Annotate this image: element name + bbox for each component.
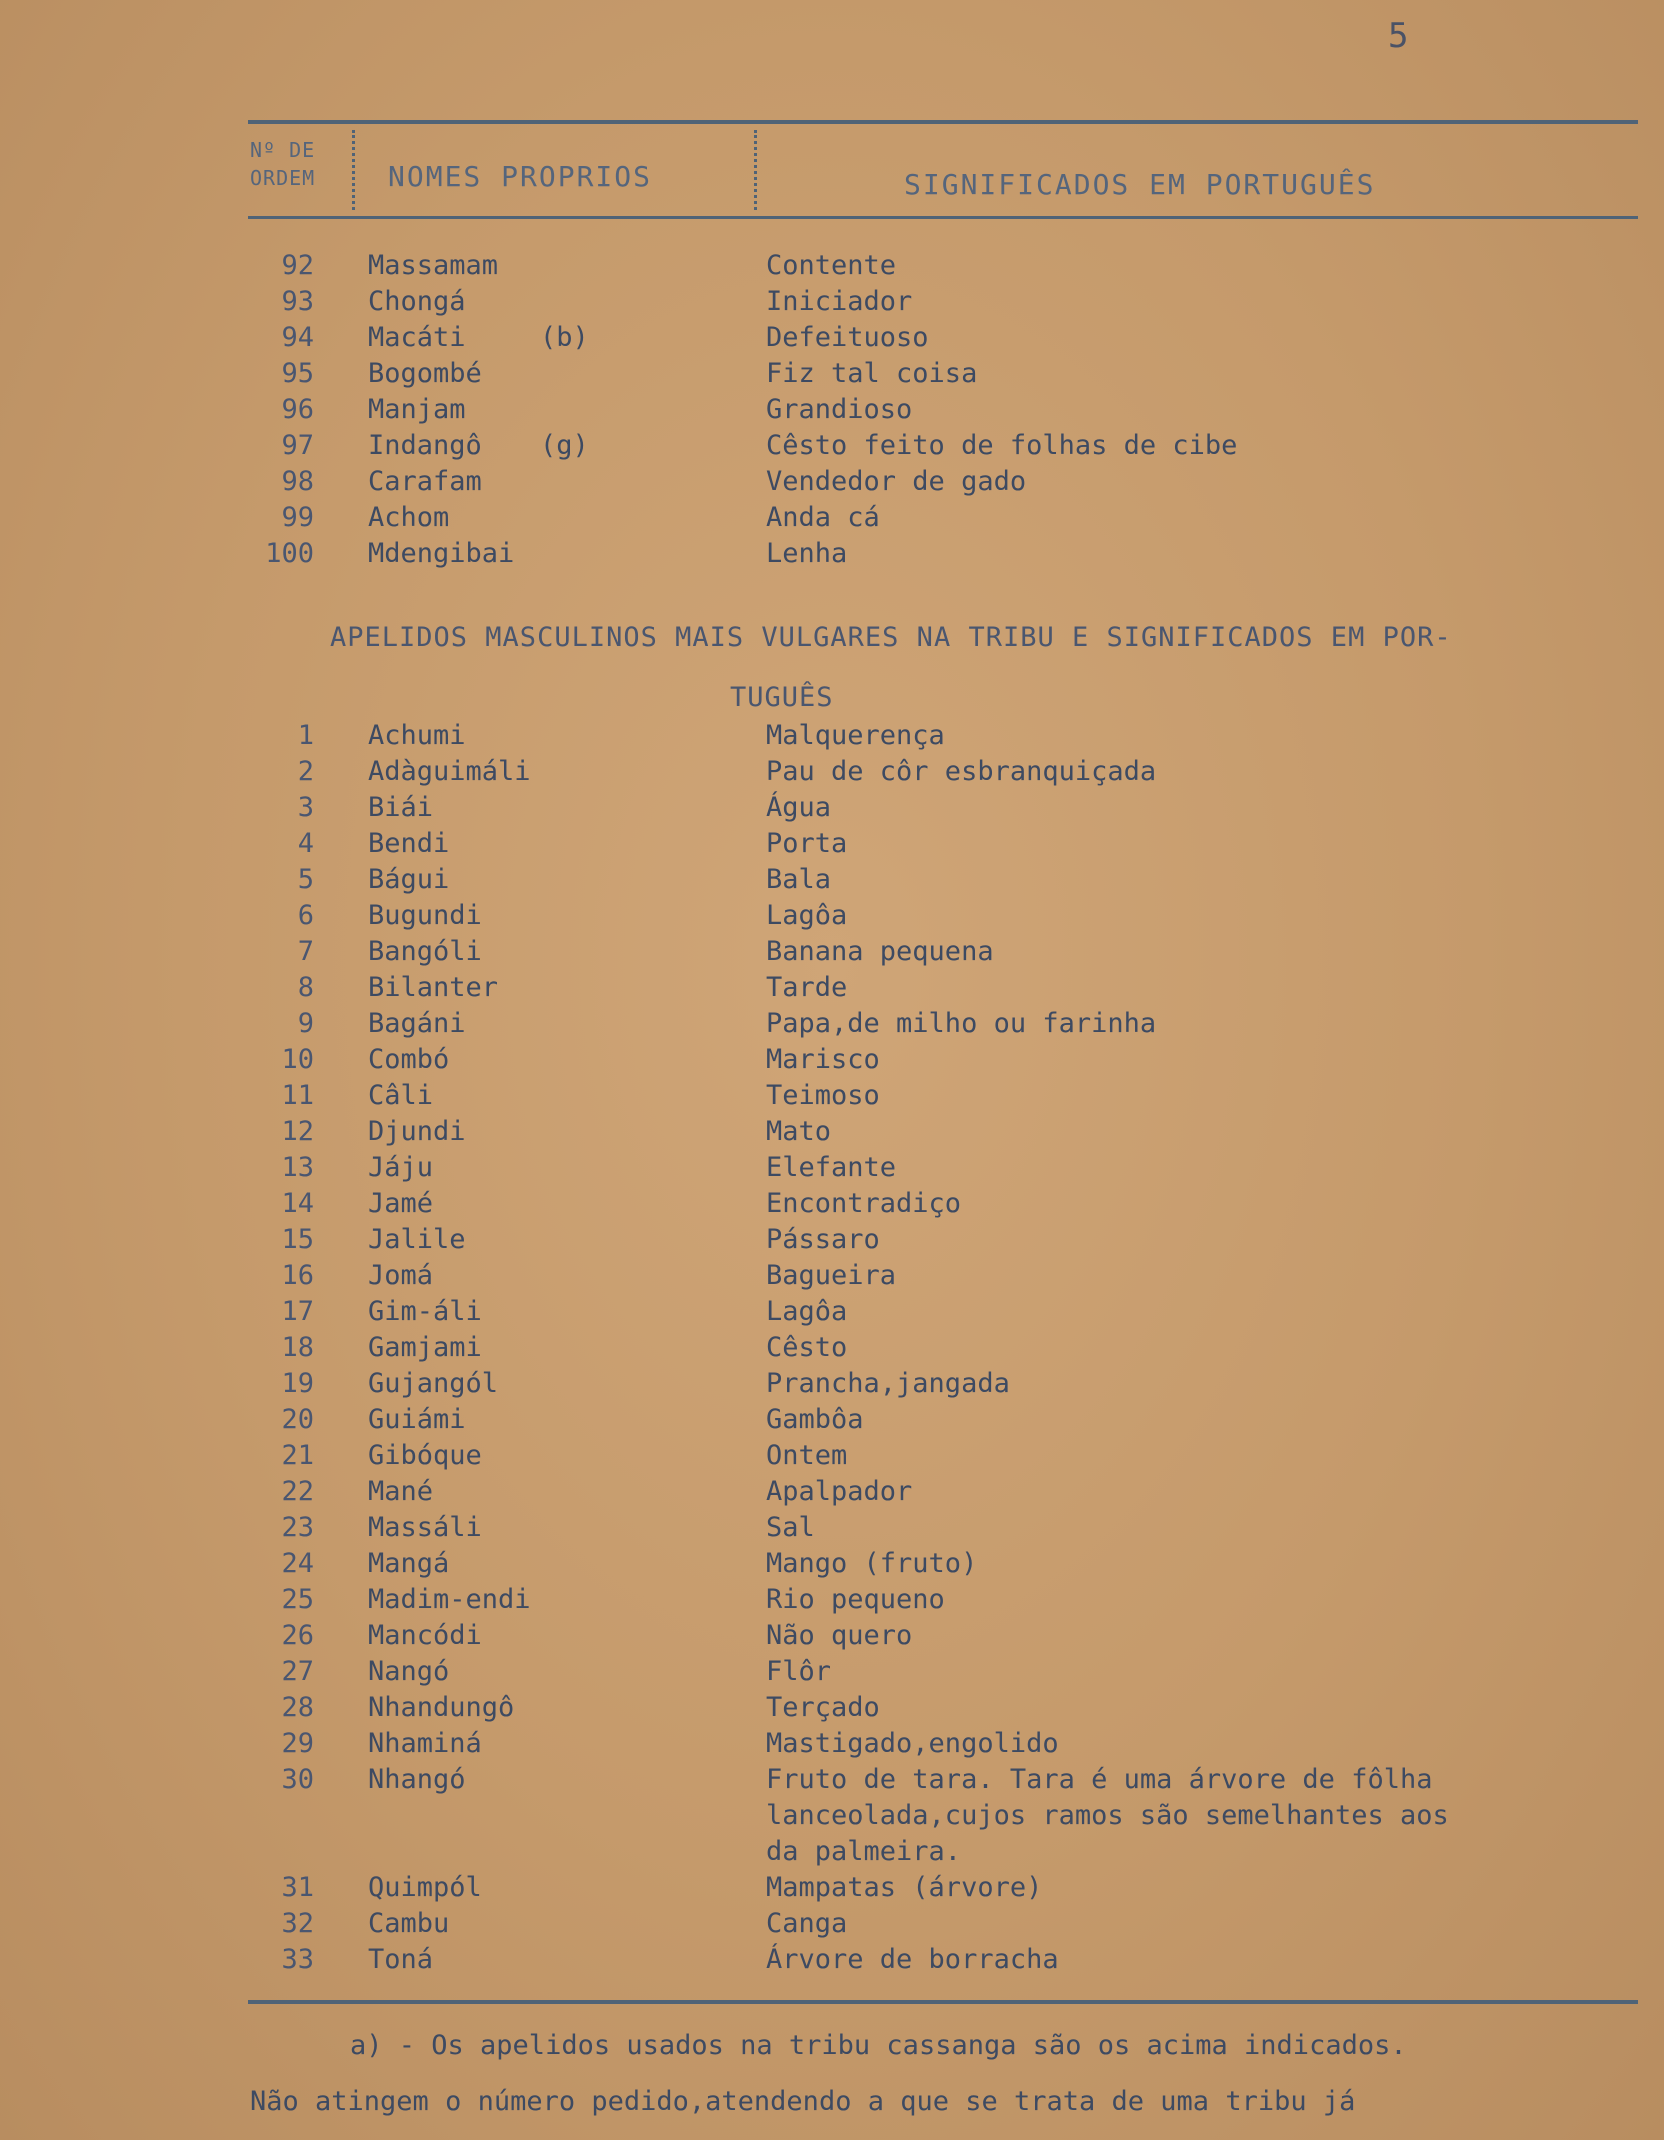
entry-meaning: Elefante bbox=[766, 1152, 897, 1183]
list-item bbox=[248, 718, 1648, 754]
entry-name: Nhandungô bbox=[368, 1692, 515, 1723]
entry-name: Jáju bbox=[368, 1152, 434, 1183]
section-title bbox=[330, 608, 1630, 728]
section-title-line1: APELIDOS MASCULINOS MAIS VULGARES NA TRIBU E SIGNIFICADOS EM POR- bbox=[330, 622, 1452, 653]
entry-name: Massáli bbox=[368, 1512, 482, 1543]
entry-number: 19 bbox=[281, 1368, 314, 1399]
list-item bbox=[248, 392, 1648, 428]
entry-name: Bangóli bbox=[368, 936, 482, 967]
list-item bbox=[248, 1510, 1648, 1546]
entry-meaning: Mampatas (árvore) bbox=[766, 1872, 1043, 1903]
entry-meaning: Fruto de tara. Tara é uma árvore de fôlha lanceolada,cujos ramos são semelhantes aos da palmeira. bbox=[766, 1764, 1449, 1867]
list-item bbox=[248, 826, 1648, 862]
entry-number: 3 bbox=[297, 792, 314, 823]
entry-name: Bilanter bbox=[368, 972, 499, 1003]
entry-meaning: Cêsto bbox=[766, 1332, 848, 1363]
entry-meaning: Lagôa bbox=[766, 1296, 848, 1327]
list-item bbox=[248, 790, 1648, 826]
entry-name: Biái bbox=[368, 792, 434, 823]
list-item bbox=[248, 1438, 1648, 1474]
entry-number: 12 bbox=[281, 1116, 314, 1147]
entry-name: Jalile bbox=[368, 1224, 466, 1255]
entry-meaning: Fiz tal coisa bbox=[766, 358, 978, 389]
list-item bbox=[248, 284, 1648, 320]
entry-name: Massamam bbox=[368, 250, 499, 281]
entry-meaning: Bagueira bbox=[766, 1260, 897, 1291]
entry-meaning: Gambôa bbox=[766, 1404, 864, 1435]
entry-meaning: Mango (fruto) bbox=[766, 1548, 978, 1579]
list-item bbox=[248, 428, 1648, 464]
entry-name: Cambu bbox=[368, 1908, 450, 1939]
order-number-header-line1: Nº DE bbox=[250, 138, 316, 162]
entry-name: Indangô bbox=[368, 430, 482, 461]
table-header bbox=[248, 120, 1638, 219]
list-item bbox=[248, 1402, 1648, 1438]
entry-number: 30 bbox=[281, 1764, 314, 1795]
entry-name: Jomá bbox=[368, 1260, 434, 1291]
entry-number: 23 bbox=[281, 1512, 314, 1543]
entry-number: 2 bbox=[297, 756, 314, 787]
entry-meaning: Bala bbox=[766, 864, 832, 895]
list-item bbox=[248, 1474, 1648, 1510]
list-item bbox=[248, 1618, 1648, 1654]
entry-meaning: Marisco bbox=[766, 1044, 880, 1075]
entry-number: 24 bbox=[281, 1548, 314, 1579]
entry-number: 16 bbox=[281, 1260, 314, 1291]
entry-meaning: Vendedor de gado bbox=[766, 466, 1027, 497]
entry-number: 100 bbox=[265, 538, 314, 569]
order-number-column-header bbox=[250, 136, 315, 192]
entry-number: 1 bbox=[297, 720, 314, 751]
entry-name: Madim-endi bbox=[368, 1584, 531, 1615]
list-item bbox=[248, 1078, 1648, 1114]
entry-number: 11 bbox=[281, 1080, 314, 1111]
entry-meaning: Prancha,jangada bbox=[766, 1368, 1010, 1399]
list-item bbox=[248, 248, 1648, 284]
footnote-line2: Não atingem o número pedido,atendendo a que se trata de uma tribu já bbox=[250, 2086, 1356, 2117]
entry-number: 26 bbox=[281, 1620, 314, 1651]
entry-meaning: Cêsto feito de folhas de cibe bbox=[766, 430, 1238, 461]
entry-name: Adàguimáli bbox=[368, 756, 531, 787]
list-item bbox=[248, 1114, 1648, 1150]
list-item bbox=[248, 500, 1648, 536]
entry-name: Bagáni bbox=[368, 1008, 466, 1039]
entry-number: 6 bbox=[297, 900, 314, 931]
entry-name: Nangó bbox=[368, 1656, 450, 1687]
entry-number: 20 bbox=[281, 1404, 314, 1435]
list-item bbox=[248, 1690, 1648, 1726]
entry-name: Carafam bbox=[368, 466, 482, 497]
entry-number: 94 bbox=[281, 322, 314, 353]
list-item bbox=[248, 1042, 1648, 1078]
entry-meaning: Terçado bbox=[766, 1692, 880, 1723]
list-item bbox=[248, 536, 1648, 572]
entry-name: Jamé bbox=[368, 1188, 434, 1219]
surnames-list bbox=[248, 718, 1648, 1978]
entry-number: 29 bbox=[281, 1728, 314, 1759]
entry-name: Bágui bbox=[368, 864, 450, 895]
list-item bbox=[248, 1654, 1648, 1690]
entry-number: 97 bbox=[281, 430, 314, 461]
list-item bbox=[248, 898, 1648, 934]
entry-number: 4 bbox=[297, 828, 314, 859]
entry-meaning: Mastigado,engolido bbox=[766, 1728, 1059, 1759]
entry-name: Achumi bbox=[368, 720, 466, 751]
entry-name: Quimpól bbox=[368, 1872, 482, 1903]
list-item bbox=[248, 1222, 1648, 1258]
entry-meaning: Banana pequena bbox=[766, 936, 994, 967]
entry-meaning: Água bbox=[766, 792, 832, 823]
entry-name: Bendi bbox=[368, 828, 450, 859]
entry-name: Nhangó bbox=[368, 1764, 466, 1795]
entry-number: 27 bbox=[281, 1656, 314, 1687]
footnote-line1: a) - Os apelidos usados na tribu cassanga são os acima indicados. bbox=[350, 2030, 1407, 2061]
entry-note: (b) bbox=[540, 322, 589, 353]
list-item bbox=[248, 1870, 1648, 1906]
entry-number: 93 bbox=[281, 286, 314, 317]
list-item bbox=[248, 1186, 1648, 1222]
entry-name: Guiámi bbox=[368, 1404, 466, 1435]
footnote bbox=[250, 2018, 1650, 2130]
entry-meaning: Flôr bbox=[766, 1656, 832, 1687]
list-item bbox=[248, 1582, 1648, 1618]
entry-name: Mangá bbox=[368, 1548, 450, 1579]
section-title-line2: TUGUÊS bbox=[730, 682, 834, 713]
entry-name: Gibóque bbox=[368, 1440, 482, 1471]
entry-meaning: Anda cá bbox=[766, 502, 880, 533]
entry-name: Manjam bbox=[368, 394, 466, 425]
list-item bbox=[248, 1294, 1648, 1330]
entry-meaning: Lagôa bbox=[766, 900, 848, 931]
list-item bbox=[248, 1942, 1648, 1978]
entry-meaning: Pássaro bbox=[766, 1224, 880, 1255]
footer-rule bbox=[248, 2000, 1638, 2004]
entry-note: (g) bbox=[540, 430, 589, 461]
entry-meaning: Rio pequeno bbox=[766, 1584, 945, 1615]
entry-name: Mdengibai bbox=[368, 538, 515, 569]
list-item bbox=[248, 1366, 1648, 1402]
order-number-header-line2: ORDEM bbox=[250, 166, 316, 190]
list-item bbox=[248, 862, 1648, 898]
entry-meaning: Malquerença bbox=[766, 720, 945, 751]
entry-number: 28 bbox=[281, 1692, 314, 1723]
entry-meaning: Grandioso bbox=[766, 394, 913, 425]
entry-number: 22 bbox=[281, 1476, 314, 1507]
entry-meaning: Defeituoso bbox=[766, 322, 929, 353]
list-item bbox=[248, 1726, 1648, 1762]
entry-number: 10 bbox=[281, 1044, 314, 1075]
entry-number: 5 bbox=[297, 864, 314, 895]
entry-name: Câli bbox=[368, 1080, 434, 1111]
entry-name: Toná bbox=[368, 1944, 434, 1975]
entry-meaning: Papa,de milho ou farinha bbox=[766, 1008, 1157, 1039]
entry-number: 21 bbox=[281, 1440, 314, 1471]
entry-name: Macáti bbox=[368, 322, 466, 353]
entry-meaning: Contente bbox=[766, 250, 897, 281]
entry-meaning: Canga bbox=[766, 1908, 848, 1939]
entry-number: 92 bbox=[281, 250, 314, 281]
list-item bbox=[248, 1258, 1648, 1294]
column-divider bbox=[754, 130, 757, 210]
entry-number: 17 bbox=[281, 1296, 314, 1327]
list-item bbox=[248, 1150, 1648, 1186]
entry-meaning: Pau de côr esbranquiçada bbox=[766, 756, 1157, 787]
column-divider bbox=[352, 130, 355, 210]
list-item bbox=[248, 754, 1648, 790]
entry-name: Combó bbox=[368, 1044, 450, 1075]
list-item bbox=[248, 320, 1648, 356]
entry-name: Chongá bbox=[368, 286, 466, 317]
entry-number: 15 bbox=[281, 1224, 314, 1255]
entry-number: 14 bbox=[281, 1188, 314, 1219]
entry-number: 31 bbox=[281, 1872, 314, 1903]
entry-meaning: Árvore de borracha bbox=[766, 1944, 1059, 1975]
entry-name: Gujangól bbox=[368, 1368, 499, 1399]
entry-meaning: Não quero bbox=[766, 1620, 913, 1651]
entry-number: 95 bbox=[281, 358, 314, 389]
proper-names-column-header: NOMES PROPRIOS bbox=[388, 160, 653, 193]
entry-number: 96 bbox=[281, 394, 314, 425]
list-item bbox=[248, 970, 1648, 1006]
entry-number: 98 bbox=[281, 466, 314, 497]
entry-number: 13 bbox=[281, 1152, 314, 1183]
list-item bbox=[248, 1006, 1648, 1042]
entry-meaning: Ontem bbox=[766, 1440, 848, 1471]
entry-number: 9 bbox=[297, 1008, 314, 1039]
entry-meaning: Tarde bbox=[766, 972, 848, 1003]
list-item bbox=[248, 464, 1648, 500]
entry-name: Nhaminá bbox=[368, 1728, 482, 1759]
entry-number: 25 bbox=[281, 1584, 314, 1615]
entry-name: Mané bbox=[368, 1476, 434, 1507]
entry-meaning: Sal bbox=[766, 1512, 815, 1543]
entry-meaning: Teimoso bbox=[766, 1080, 880, 1111]
entry-name: Bugundi bbox=[368, 900, 482, 931]
entry-meaning: Porta bbox=[766, 828, 848, 859]
entry-number: 32 bbox=[281, 1908, 314, 1939]
entry-number: 18 bbox=[281, 1332, 314, 1363]
list-item bbox=[248, 1906, 1648, 1942]
list-item bbox=[248, 356, 1648, 392]
page-number: 5 bbox=[1388, 16, 1409, 56]
entry-meaning: Mato bbox=[766, 1116, 832, 1147]
entry-meaning: Lenha bbox=[766, 538, 848, 569]
entry-meaning: Iniciador bbox=[766, 286, 913, 317]
entry-meaning: Apalpador bbox=[766, 1476, 913, 1507]
entry-name: Bogombé bbox=[368, 358, 482, 389]
entry-name: Djundi bbox=[368, 1116, 466, 1147]
list-item bbox=[248, 934, 1648, 970]
entry-number: 33 bbox=[281, 1944, 314, 1975]
entry-name: Mancódi bbox=[368, 1620, 482, 1651]
proper-names-list bbox=[248, 248, 1648, 572]
meanings-column-header: SIGNIFICADOS EM PORTUGUÊS bbox=[904, 168, 1376, 201]
entry-number: 99 bbox=[281, 502, 314, 533]
entry-name: Gamjami bbox=[368, 1332, 482, 1363]
entry-number: 7 bbox=[297, 936, 314, 967]
list-item bbox=[248, 1546, 1648, 1582]
list-item bbox=[248, 1330, 1648, 1366]
entry-name: Gim-áli bbox=[368, 1296, 482, 1327]
list-item bbox=[248, 1762, 1648, 1870]
entry-name: Achom bbox=[368, 502, 450, 533]
entry-number: 8 bbox=[297, 972, 314, 1003]
entry-meaning: Encontradiço bbox=[766, 1188, 962, 1219]
